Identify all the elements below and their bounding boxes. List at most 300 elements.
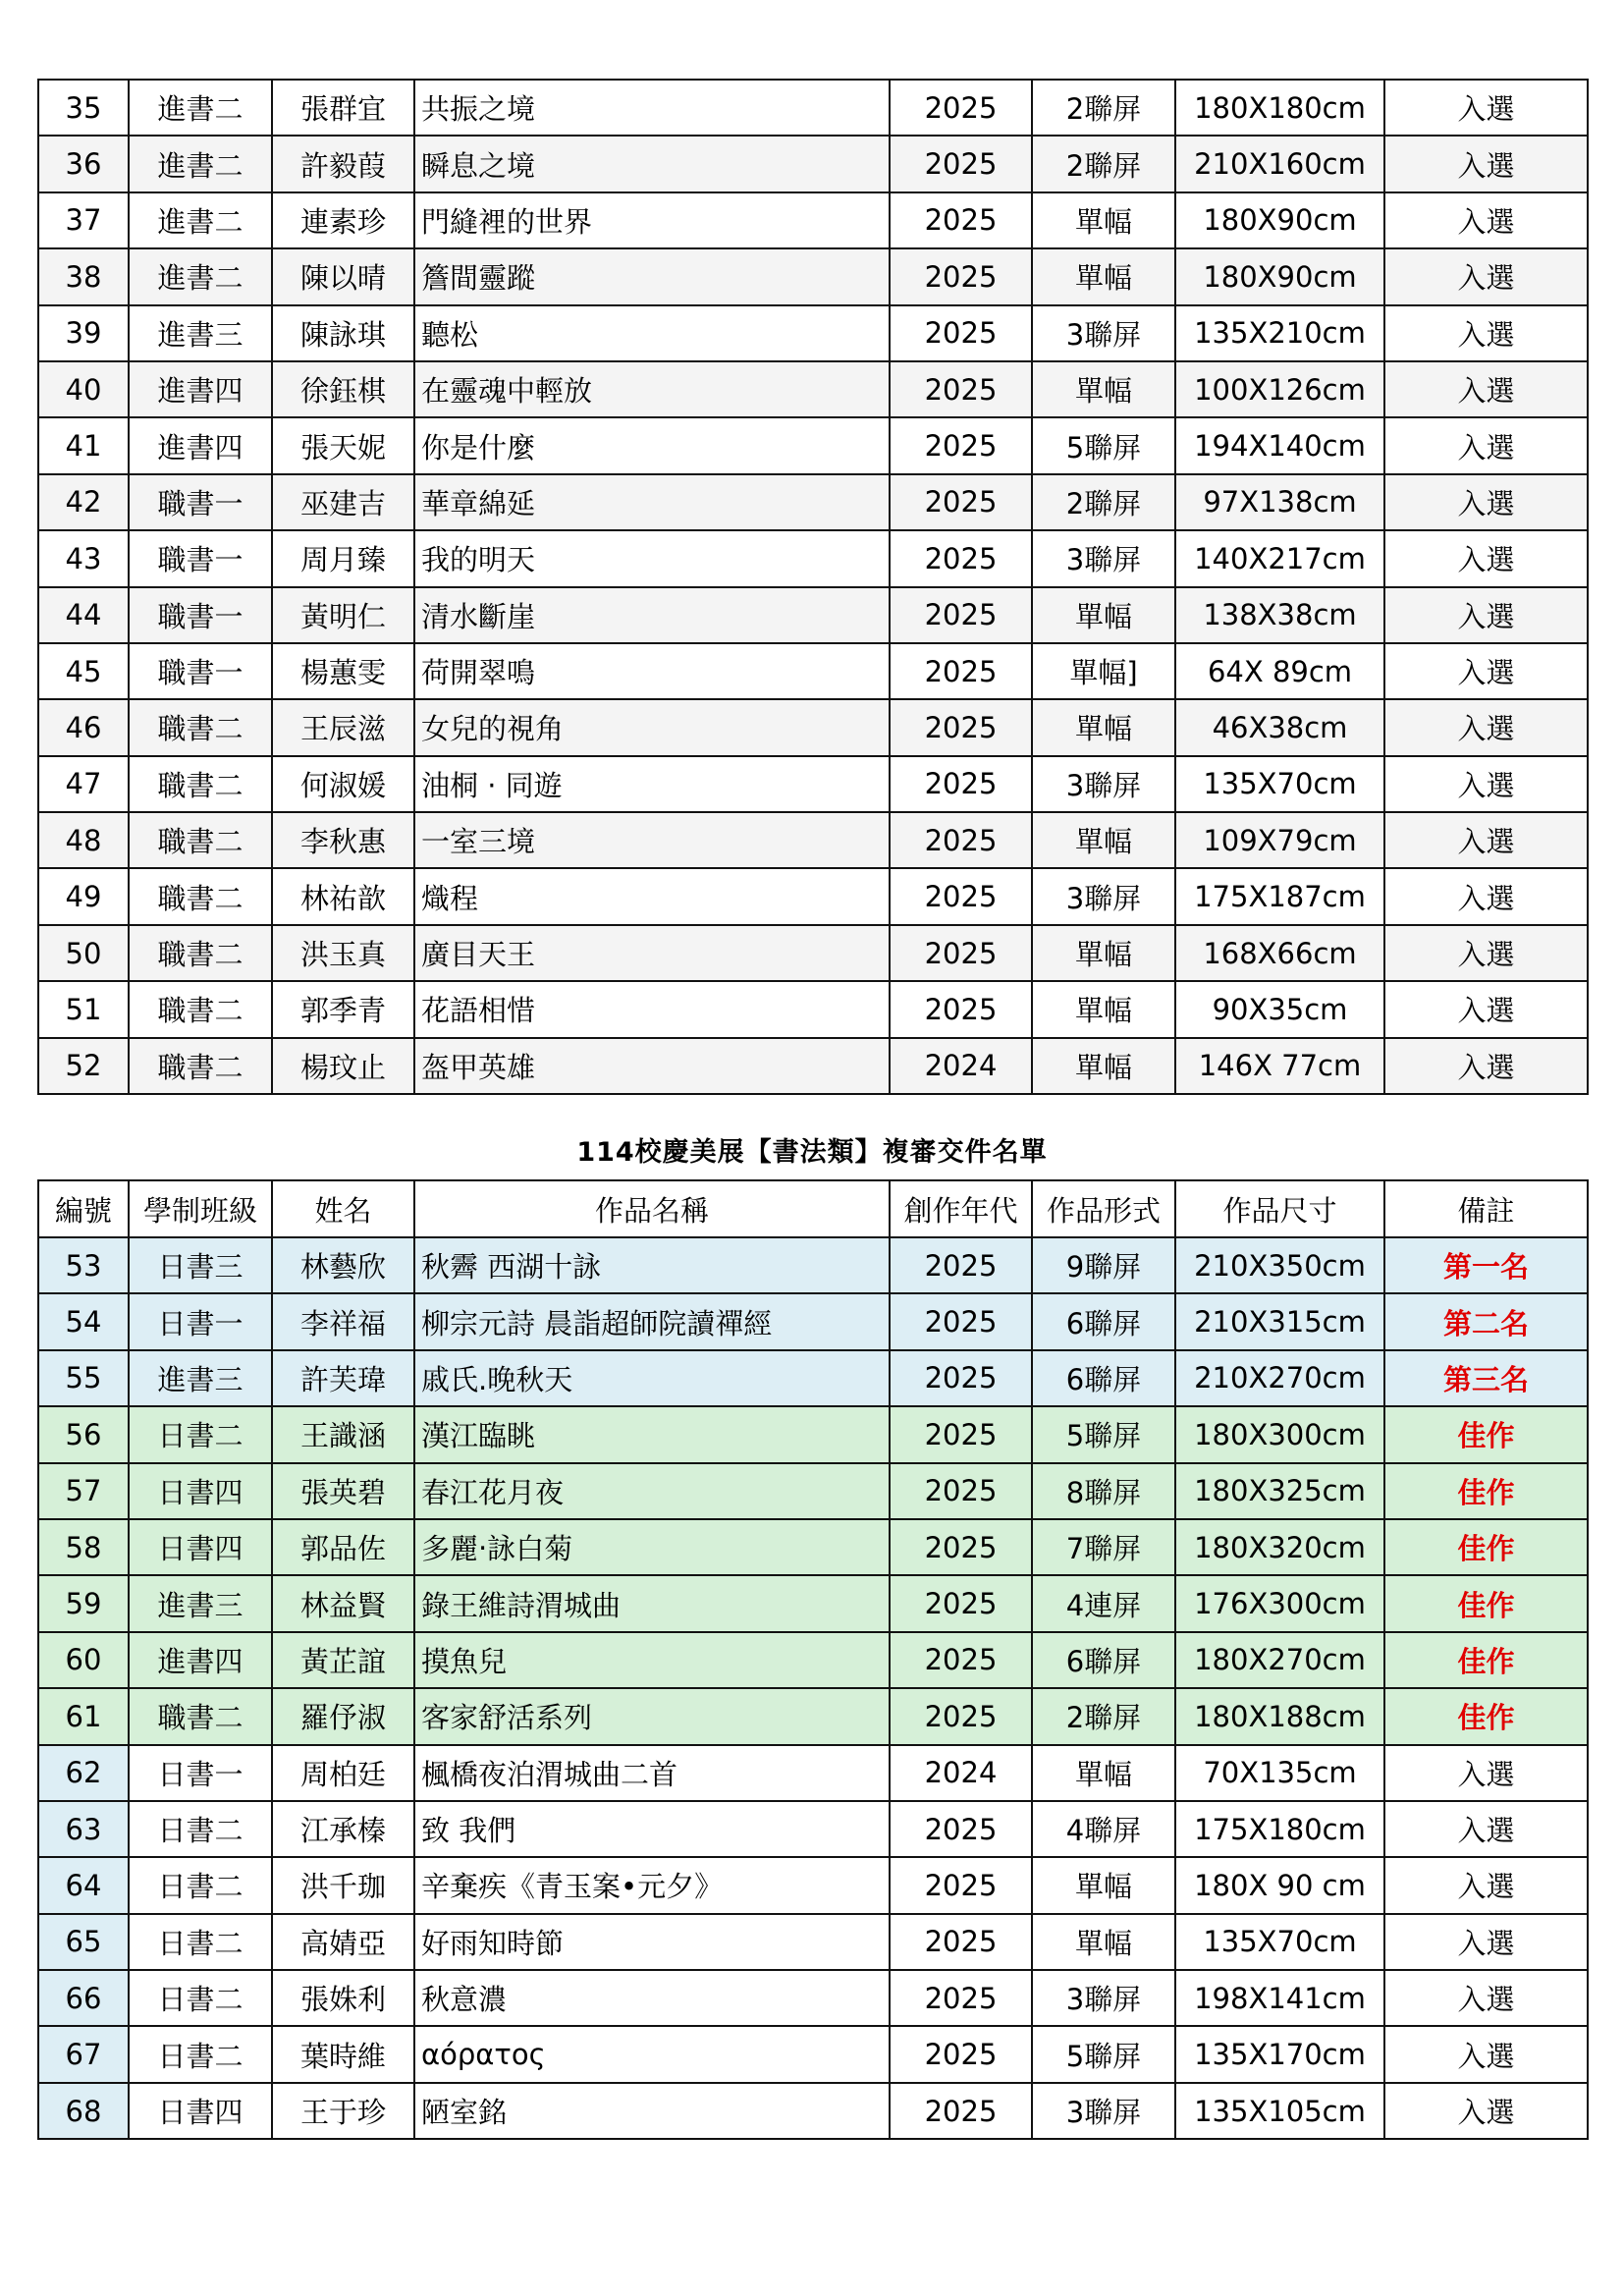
cell-year: 2025 bbox=[890, 1688, 1032, 1744]
cell-name: 高婧亞 bbox=[272, 1914, 414, 1970]
cell-form: 8聯屏 bbox=[1032, 1463, 1175, 1519]
cell-name: 洪玉真 bbox=[272, 925, 414, 981]
cell-size: 146X 77cm bbox=[1175, 1038, 1384, 1094]
cell-class: 職書一 bbox=[129, 474, 272, 530]
table-row bbox=[38, 1406, 1588, 1462]
cell-year: 2025 bbox=[890, 1237, 1032, 1293]
cell-number: 41 bbox=[38, 417, 129, 473]
cell-size: 180X 90 cm bbox=[1175, 1857, 1384, 1913]
cell-class: 職書二 bbox=[129, 981, 272, 1037]
cell-title: 客家舒活系列 bbox=[414, 1688, 890, 1744]
cell-remark: 入選 bbox=[1384, 248, 1588, 304]
cell-year: 2025 bbox=[890, 2026, 1032, 2082]
cell-remark: 第三名 bbox=[1384, 1350, 1588, 1406]
cell-class: 日書二 bbox=[129, 1406, 272, 1462]
entries-table-continued bbox=[37, 79, 1589, 1095]
cell-size: 70X135cm bbox=[1175, 1745, 1384, 1801]
cell-remark: 第一名 bbox=[1384, 1237, 1588, 1293]
cell-year: 2025 bbox=[890, 925, 1032, 981]
cell-year: 2024 bbox=[890, 1745, 1032, 1801]
cell-form: 2聯屏 bbox=[1032, 136, 1175, 191]
cell-title: 我的明天 bbox=[414, 530, 890, 586]
cell-form: 單幅 bbox=[1032, 1745, 1175, 1801]
cell-size: 198X141cm bbox=[1175, 1970, 1384, 2026]
cell-class: 日書四 bbox=[129, 2083, 272, 2139]
cell-remark: 入選 bbox=[1384, 417, 1588, 473]
cell-title: 簷間靈蹤 bbox=[414, 248, 890, 304]
cell-class: 職書二 bbox=[129, 1688, 272, 1744]
table-row bbox=[38, 1463, 1588, 1519]
cell-form: 6聯屏 bbox=[1032, 1293, 1175, 1349]
cell-remark: 佳作 bbox=[1384, 1519, 1588, 1575]
cell-form: 4聯屏 bbox=[1032, 1801, 1175, 1857]
cell-size: 168X66cm bbox=[1175, 925, 1384, 981]
cell-number: 37 bbox=[38, 192, 129, 248]
header-form: 作品形式 bbox=[1032, 1180, 1175, 1237]
cell-title: 戚氏.晚秋天 bbox=[414, 1350, 890, 1406]
header-number: 編號 bbox=[38, 1180, 129, 1237]
cell-title: 一室三境 bbox=[414, 812, 890, 868]
cell-remark: 入選 bbox=[1384, 981, 1588, 1037]
cell-name: 葉時維 bbox=[272, 2026, 414, 2082]
header-year: 創作年代 bbox=[890, 1180, 1032, 1237]
header-remark: 備註 bbox=[1384, 1180, 1588, 1237]
cell-title: 女兒的視角 bbox=[414, 699, 890, 755]
cell-number: 66 bbox=[38, 1970, 129, 2026]
cell-form: 單幅 bbox=[1032, 587, 1175, 643]
cell-number: 47 bbox=[38, 756, 129, 812]
cell-size: 100X126cm bbox=[1175, 361, 1384, 417]
cell-size: 138X38cm bbox=[1175, 587, 1384, 643]
cell-size: 194X140cm bbox=[1175, 417, 1384, 473]
cell-form: 單幅 bbox=[1032, 361, 1175, 417]
cell-remark: 第二名 bbox=[1384, 1293, 1588, 1349]
cell-class: 進書三 bbox=[129, 1350, 272, 1406]
table-row bbox=[38, 699, 1588, 755]
cell-title: 華章綿延 bbox=[414, 474, 890, 530]
cell-form: 單幅 bbox=[1032, 1038, 1175, 1094]
table-row bbox=[38, 192, 1588, 248]
cell-remark: 入選 bbox=[1384, 756, 1588, 812]
table-row bbox=[38, 1857, 1588, 1913]
cell-class: 日書二 bbox=[129, 1801, 272, 1857]
cell-size: 180X188cm bbox=[1175, 1688, 1384, 1744]
table-row bbox=[38, 1688, 1588, 1744]
cell-name: 李祥福 bbox=[272, 1293, 414, 1349]
cell-size: 180X270cm bbox=[1175, 1632, 1384, 1688]
cell-remark: 入選 bbox=[1384, 80, 1588, 136]
table-row bbox=[38, 361, 1588, 417]
cell-form: 單幅 bbox=[1032, 248, 1175, 304]
table-row bbox=[38, 587, 1588, 643]
cell-title: 油桐 · 同遊 bbox=[414, 756, 890, 812]
cell-name: 王辰滋 bbox=[272, 699, 414, 755]
cell-size: 64X 89cm bbox=[1175, 643, 1384, 699]
cell-form: 6聯屏 bbox=[1032, 1632, 1175, 1688]
list-caption: 114校慶美展【書法類】複審交件名單 bbox=[576, 1137, 1048, 1168]
cell-name: 林益賢 bbox=[272, 1575, 414, 1631]
cell-name: 連素珍 bbox=[272, 192, 414, 248]
cell-number: 42 bbox=[38, 474, 129, 530]
cell-year: 2025 bbox=[890, 136, 1032, 191]
cell-size: 97X138cm bbox=[1175, 474, 1384, 530]
cell-remark: 入選 bbox=[1384, 868, 1588, 924]
cell-year: 2024 bbox=[890, 1038, 1032, 1094]
cell-size: 109X79cm bbox=[1175, 812, 1384, 868]
table-row bbox=[38, 248, 1588, 304]
cell-year: 2025 bbox=[890, 699, 1032, 755]
cell-number: 62 bbox=[38, 1745, 129, 1801]
cell-class: 日書一 bbox=[129, 1745, 272, 1801]
cell-number: 50 bbox=[38, 925, 129, 981]
cell-year: 2025 bbox=[890, 474, 1032, 530]
cell-year: 2025 bbox=[890, 643, 1032, 699]
cell-title: 好雨知時節 bbox=[414, 1914, 890, 1970]
table-row bbox=[38, 80, 1588, 136]
cell-remark: 入選 bbox=[1384, 925, 1588, 981]
table-row bbox=[38, 1970, 1588, 2026]
cell-title: 花語相惜 bbox=[414, 981, 890, 1037]
cell-title: 門縫裡的世界 bbox=[414, 192, 890, 248]
cell-class: 職書一 bbox=[129, 643, 272, 699]
table-row bbox=[38, 1745, 1588, 1801]
cell-class: 職書二 bbox=[129, 925, 272, 981]
cell-name: 王于珍 bbox=[272, 2083, 414, 2139]
cell-name: 林藝欣 bbox=[272, 1237, 414, 1293]
cell-size: 180X325cm bbox=[1175, 1463, 1384, 1519]
cell-year: 2025 bbox=[890, 1970, 1032, 2026]
cell-number: 36 bbox=[38, 136, 129, 191]
cell-class: 職書二 bbox=[129, 812, 272, 868]
cell-title: 荷開翠鳴 bbox=[414, 643, 890, 699]
cell-year: 2025 bbox=[890, 80, 1032, 136]
cell-class: 職書一 bbox=[129, 530, 272, 586]
cell-size: 90X35cm bbox=[1175, 981, 1384, 1037]
table-row bbox=[38, 305, 1588, 361]
cell-remark: 入選 bbox=[1384, 1801, 1588, 1857]
cell-form: 3聯屏 bbox=[1032, 305, 1175, 361]
cell-name: 張群宜 bbox=[272, 80, 414, 136]
cell-class: 職書二 bbox=[129, 1038, 272, 1094]
cell-year: 2025 bbox=[890, 1914, 1032, 1970]
cell-title: 致 我們 bbox=[414, 1801, 890, 1857]
cell-number: 44 bbox=[38, 587, 129, 643]
cell-class: 日書二 bbox=[129, 2026, 272, 2082]
table-row bbox=[38, 812, 1588, 868]
cell-name: 許芙瑋 bbox=[272, 1350, 414, 1406]
cell-size: 176X300cm bbox=[1175, 1575, 1384, 1631]
cell-number: 58 bbox=[38, 1519, 129, 1575]
cell-title: 秋霽 西湖十詠 bbox=[414, 1237, 890, 1293]
cell-year: 2025 bbox=[890, 192, 1032, 248]
cell-size: 210X350cm bbox=[1175, 1237, 1384, 1293]
cell-name: 周月臻 bbox=[272, 530, 414, 586]
cell-title: αόρατος bbox=[414, 2026, 890, 2082]
cell-remark: 入選 bbox=[1384, 1914, 1588, 1970]
cell-year: 2025 bbox=[890, 1801, 1032, 1857]
cell-name: 洪千珈 bbox=[272, 1857, 414, 1913]
cell-class: 日書三 bbox=[129, 1237, 272, 1293]
cell-year: 2025 bbox=[890, 812, 1032, 868]
cell-remark: 入選 bbox=[1384, 530, 1588, 586]
cell-number: 43 bbox=[38, 530, 129, 586]
cell-name: 陳詠琪 bbox=[272, 305, 414, 361]
cell-class: 日書二 bbox=[129, 1970, 272, 2026]
cell-remark: 佳作 bbox=[1384, 1406, 1588, 1462]
cell-name: 陳以晴 bbox=[272, 248, 414, 304]
cell-remark: 佳作 bbox=[1384, 1575, 1588, 1631]
cell-number: 39 bbox=[38, 305, 129, 361]
cell-year: 2025 bbox=[890, 305, 1032, 361]
cell-class: 進書四 bbox=[129, 417, 272, 473]
cell-remark: 入選 bbox=[1384, 699, 1588, 755]
cell-remark: 佳作 bbox=[1384, 1632, 1588, 1688]
table-row bbox=[38, 1038, 1588, 1094]
cell-class: 日書四 bbox=[129, 1463, 272, 1519]
cell-remark: 入選 bbox=[1384, 474, 1588, 530]
cell-name: 王識涵 bbox=[272, 1406, 414, 1462]
table-row bbox=[38, 1237, 1588, 1293]
cell-class: 職書一 bbox=[129, 587, 272, 643]
cell-name: 郭品佐 bbox=[272, 1519, 414, 1575]
cell-title: 摸魚兒 bbox=[414, 1632, 890, 1688]
cell-name: 張姝利 bbox=[272, 1970, 414, 2026]
cell-size: 180X180cm bbox=[1175, 80, 1384, 136]
cell-year: 2025 bbox=[890, 868, 1032, 924]
cell-number: 52 bbox=[38, 1038, 129, 1094]
table-row bbox=[38, 1350, 1588, 1406]
cell-title: 春江花月夜 bbox=[414, 1463, 890, 1519]
cell-year: 2025 bbox=[890, 1293, 1032, 1349]
cell-title: 陋室銘 bbox=[414, 2083, 890, 2139]
cell-number: 54 bbox=[38, 1293, 129, 1349]
cell-form: 單幅 bbox=[1032, 1914, 1175, 1970]
cell-size: 175X187cm bbox=[1175, 868, 1384, 924]
cell-remark: 入選 bbox=[1384, 1857, 1588, 1913]
cell-number: 56 bbox=[38, 1406, 129, 1462]
cell-size: 135X210cm bbox=[1175, 305, 1384, 361]
cell-remark: 佳作 bbox=[1384, 1463, 1588, 1519]
cell-class: 進書二 bbox=[129, 80, 272, 136]
cell-remark: 入選 bbox=[1384, 1745, 1588, 1801]
cell-class: 日書二 bbox=[129, 1857, 272, 1913]
cell-form: 3聯屏 bbox=[1032, 530, 1175, 586]
cell-number: 67 bbox=[38, 2026, 129, 2082]
cell-title: 你是什麼 bbox=[414, 417, 890, 473]
header-size: 作品尺寸 bbox=[1175, 1180, 1384, 1237]
table-row bbox=[38, 474, 1588, 530]
cell-name: 林祐歆 bbox=[272, 868, 414, 924]
cell-number: 40 bbox=[38, 361, 129, 417]
cell-year: 2025 bbox=[890, 981, 1032, 1037]
cell-remark: 入選 bbox=[1384, 1038, 1588, 1094]
cell-class: 進書四 bbox=[129, 361, 272, 417]
cell-year: 2025 bbox=[890, 1857, 1032, 1913]
table-row bbox=[38, 1632, 1588, 1688]
cell-name: 周柏廷 bbox=[272, 1745, 414, 1801]
cell-year: 2025 bbox=[890, 361, 1032, 417]
cell-title: 楓橋夜泊渭城曲二首 bbox=[414, 1745, 890, 1801]
header-name: 姓名 bbox=[272, 1180, 414, 1237]
cell-remark: 入選 bbox=[1384, 812, 1588, 868]
cell-title: 柳宗元詩 晨詣超師院讀禪經 bbox=[414, 1293, 890, 1349]
cell-number: 65 bbox=[38, 1914, 129, 1970]
cell-form: 3聯屏 bbox=[1032, 1970, 1175, 2026]
cell-number: 51 bbox=[38, 981, 129, 1037]
cell-year: 2025 bbox=[890, 1350, 1032, 1406]
cell-size: 210X270cm bbox=[1175, 1350, 1384, 1406]
cell-number: 45 bbox=[38, 643, 129, 699]
cell-year: 2025 bbox=[890, 587, 1032, 643]
cell-form: 9聯屏 bbox=[1032, 1237, 1175, 1293]
table-header-row bbox=[38, 1180, 1588, 1237]
cell-name: 張天妮 bbox=[272, 417, 414, 473]
cell-number: 59 bbox=[38, 1575, 129, 1631]
table-row bbox=[38, 530, 1588, 586]
cell-form: 單幅 bbox=[1032, 1857, 1175, 1913]
cell-number: 38 bbox=[38, 248, 129, 304]
cell-form: 7聯屏 bbox=[1032, 1519, 1175, 1575]
cell-class: 進書二 bbox=[129, 136, 272, 191]
cell-remark: 入選 bbox=[1384, 136, 1588, 191]
cell-title: 廣目天王 bbox=[414, 925, 890, 981]
cell-form: 4連屏 bbox=[1032, 1575, 1175, 1631]
cell-class: 職書二 bbox=[129, 699, 272, 755]
cell-form: 5聯屏 bbox=[1032, 2026, 1175, 2082]
table-row bbox=[38, 2026, 1588, 2082]
cell-name: 黃明仁 bbox=[272, 587, 414, 643]
cell-name: 黃芷誼 bbox=[272, 1632, 414, 1688]
table-row bbox=[38, 1293, 1588, 1349]
cell-class: 進書二 bbox=[129, 192, 272, 248]
table-row bbox=[38, 756, 1588, 812]
cell-remark: 入選 bbox=[1384, 2083, 1588, 2139]
table-row bbox=[38, 868, 1588, 924]
cell-number: 53 bbox=[38, 1237, 129, 1293]
review-list-table bbox=[37, 1179, 1589, 2140]
cell-year: 2025 bbox=[890, 417, 1032, 473]
cell-remark: 入選 bbox=[1384, 643, 1588, 699]
table-row bbox=[38, 643, 1588, 699]
cell-name: 楊玟止 bbox=[272, 1038, 414, 1094]
cell-form: 3聯屏 bbox=[1032, 868, 1175, 924]
cell-remark: 入選 bbox=[1384, 587, 1588, 643]
cell-form: 3聯屏 bbox=[1032, 2083, 1175, 2139]
cell-name: 羅伃淑 bbox=[272, 1688, 414, 1744]
cell-title: 共振之境 bbox=[414, 80, 890, 136]
cell-title: 聽松 bbox=[414, 305, 890, 361]
cell-year: 2025 bbox=[890, 530, 1032, 586]
cell-form: 單幅 bbox=[1032, 192, 1175, 248]
cell-size: 180X300cm bbox=[1175, 1406, 1384, 1462]
cell-remark: 入選 bbox=[1384, 361, 1588, 417]
cell-class: 職書二 bbox=[129, 756, 272, 812]
cell-year: 2025 bbox=[890, 1463, 1032, 1519]
cell-form: 5聯屏 bbox=[1032, 417, 1175, 473]
cell-form: 2聯屏 bbox=[1032, 80, 1175, 136]
cell-size: 180X90cm bbox=[1175, 248, 1384, 304]
cell-form: 5聯屏 bbox=[1032, 1406, 1175, 1462]
cell-title: 多麗‧詠白菊 bbox=[414, 1519, 890, 1575]
table-row bbox=[38, 2083, 1588, 2139]
cell-size: 46X38cm bbox=[1175, 699, 1384, 755]
cell-name: 郭季青 bbox=[272, 981, 414, 1037]
cell-year: 2025 bbox=[890, 1519, 1032, 1575]
cell-year: 2025 bbox=[890, 1406, 1032, 1462]
cell-title: 瞬息之境 bbox=[414, 136, 890, 191]
cell-class: 職書二 bbox=[129, 868, 272, 924]
cell-size: 180X90cm bbox=[1175, 192, 1384, 248]
cell-name: 許毅葭 bbox=[272, 136, 414, 191]
cell-size: 180X320cm bbox=[1175, 1519, 1384, 1575]
cell-size: 210X315cm bbox=[1175, 1293, 1384, 1349]
cell-title: 在靈魂中輕放 bbox=[414, 361, 890, 417]
cell-year: 2025 bbox=[890, 1575, 1032, 1631]
cell-form: 單幅 bbox=[1032, 699, 1175, 755]
cell-size: 140X217cm bbox=[1175, 530, 1384, 586]
cell-title: 漢江臨眺 bbox=[414, 1406, 890, 1462]
cell-year: 2025 bbox=[890, 1632, 1032, 1688]
cell-number: 63 bbox=[38, 1801, 129, 1857]
cell-year: 2025 bbox=[890, 248, 1032, 304]
cell-number: 57 bbox=[38, 1463, 129, 1519]
cell-name: 江承榛 bbox=[272, 1801, 414, 1857]
cell-form: 單幅] bbox=[1032, 643, 1175, 699]
cell-name: 巫建吉 bbox=[272, 474, 414, 530]
table-row bbox=[38, 1801, 1588, 1857]
cell-form: 單幅 bbox=[1032, 812, 1175, 868]
table-row bbox=[38, 1575, 1588, 1631]
cell-name: 李秋惠 bbox=[272, 812, 414, 868]
table-row bbox=[38, 1914, 1588, 1970]
cell-class: 進書三 bbox=[129, 305, 272, 361]
cell-size: 135X105cm bbox=[1175, 2083, 1384, 2139]
cell-title: 秋意濃 bbox=[414, 1970, 890, 2026]
cell-class: 進書四 bbox=[129, 1632, 272, 1688]
cell-class: 進書二 bbox=[129, 248, 272, 304]
cell-class: 進書三 bbox=[129, 1575, 272, 1631]
table-row bbox=[38, 981, 1588, 1037]
table-row bbox=[38, 136, 1588, 191]
cell-name: 徐鈺棋 bbox=[272, 361, 414, 417]
cell-size: 175X180cm bbox=[1175, 1801, 1384, 1857]
cell-form: 3聯屏 bbox=[1032, 756, 1175, 812]
table-row bbox=[38, 417, 1588, 473]
cell-form: 6聯屏 bbox=[1032, 1350, 1175, 1406]
cell-size: 135X70cm bbox=[1175, 756, 1384, 812]
cell-year: 2025 bbox=[890, 756, 1032, 812]
cell-number: 64 bbox=[38, 1857, 129, 1913]
cell-size: 210X160cm bbox=[1175, 136, 1384, 191]
cell-class: 日書二 bbox=[129, 1914, 272, 1970]
cell-form: 2聯屏 bbox=[1032, 1688, 1175, 1744]
cell-remark: 入選 bbox=[1384, 305, 1588, 361]
cell-number: 35 bbox=[38, 80, 129, 136]
header-class: 學制班級 bbox=[129, 1180, 272, 1237]
cell-form: 單幅 bbox=[1032, 981, 1175, 1037]
cell-title: 熾程 bbox=[414, 868, 890, 924]
cell-number: 68 bbox=[38, 2083, 129, 2139]
cell-name: 何淑媛 bbox=[272, 756, 414, 812]
cell-remark: 佳作 bbox=[1384, 1688, 1588, 1744]
cell-number: 60 bbox=[38, 1632, 129, 1688]
cell-class: 日書四 bbox=[129, 1519, 272, 1575]
cell-form: 2聯屏 bbox=[1032, 474, 1175, 530]
cell-name: 張英碧 bbox=[272, 1463, 414, 1519]
table-row bbox=[38, 925, 1588, 981]
cell-number: 46 bbox=[38, 699, 129, 755]
cell-class: 日書一 bbox=[129, 1293, 272, 1349]
